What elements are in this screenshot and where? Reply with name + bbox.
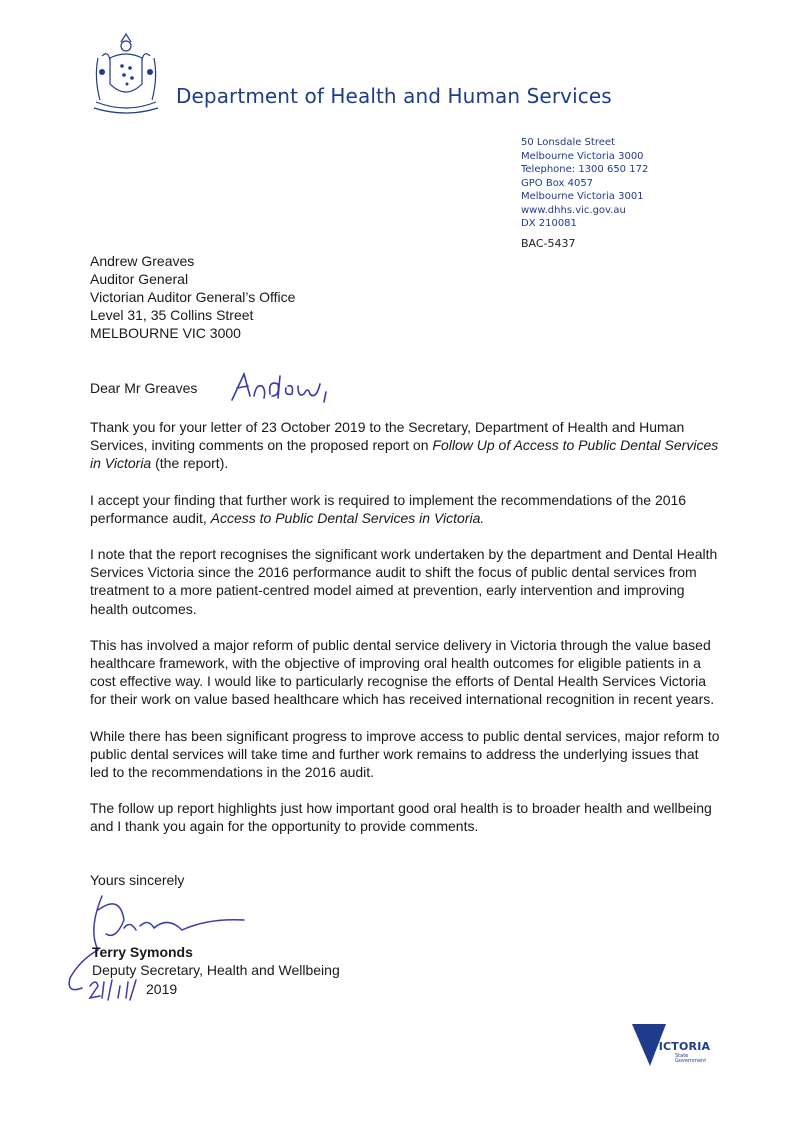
address-line: GPO Box 4057 — [521, 177, 594, 189]
recipient-line: Andrew Greaves — [90, 253, 195, 269]
address-line: www.dhhs.vic.gov.au — [521, 204, 626, 216]
paragraph-text: (the report). — [151, 455, 229, 472]
department-address — [521, 136, 648, 231]
letter-body — [90, 418, 720, 854]
audit-title: Access to Public Dental Services in Victoria. — [210, 509, 485, 526]
department-name: Department of Health and Human Services — [176, 84, 612, 108]
address-line: Melbourne Victoria 3001 — [521, 191, 644, 202]
signer-name: Terry Symonds — [92, 944, 193, 960]
coat-of-arms-logo — [88, 28, 164, 118]
recipient-line: Auditor General — [90, 271, 189, 287]
recipient-line: MELBOURNE VIC 3000 — [90, 325, 241, 341]
report-title: Follow Up of Access to Public Dental Services in Victoria — [90, 437, 719, 472]
signature-date: 2019 — [146, 981, 178, 997]
body-paragraph: I note that the report recognises the significant work undertaken by the department and Dental Health Services Victoria since the 2016 performance audit to shift the focus of public dental services from treatment to a more patient-centred model aimed at prevention, early intervention and improving health outcomes. — [90, 546, 718, 617]
address-line: Melbourne Victoria 3000 — [521, 150, 644, 162]
body-paragraph — [90, 491, 720, 527]
handwritten-date — [86, 976, 150, 1002]
victoria-logo-subtitle — [675, 1054, 706, 1064]
body-paragraph: While there has been significant progress to improve access to public dental services, major reform to public dental services will take time and further work remains to address the underlying issues that led to the recommendations in the 2016 audit. — [90, 727, 720, 781]
body-paragraph: This has involved a major reform of public dental service delivery in Victoria through the value based healthcare framework, with the objective of improving oral health outcomes for eligible patients in a cost effective way. I would like to particularly recognise the efforts of Dental Health Services Victoria for their work on value based healthcare which has received international recognition in recent years. — [90, 636, 715, 708]
paragraph-text: Thank you for your letter of 23 October 2019 to the Secretary, Department of Health and Human Services, inviting comments on the proposed report on — [90, 419, 685, 454]
salutation: Dear Mr Greaves — [90, 380, 198, 396]
signer-title: Deputy Secretary, Health and Wellbeing — [92, 962, 340, 978]
recipient-address — [90, 252, 295, 342]
recipient-line: Level 31, 35 Collins Street — [90, 307, 254, 323]
victoria-logo-word: VICTORIA — [650, 1040, 711, 1053]
body-paragraph — [90, 418, 720, 473]
recipient-line: Victorian Auditor General’s Office — [90, 289, 296, 305]
body-paragraph: The follow up report highlights just how important good oral health is to broader health and wellbeing and I thank you again for the opportunity to provide comments. — [90, 800, 712, 835]
closing: Yours sincerely — [90, 872, 185, 888]
logo-subtitle-line: Government — [675, 1058, 707, 1064]
logo-subtitle-line: State — [675, 1053, 689, 1059]
address-line: Telephone: 1300 650 172 — [521, 164, 649, 175]
address-line: 50 Lonsdale Street — [521, 137, 615, 148]
paragraph-text: I accept your finding that further work is required to implement the recommendations of the 2016 performance audit, — [90, 491, 687, 526]
reference-number: BAC-5437 — [521, 237, 576, 250]
address-line: DX 210081 — [521, 218, 577, 229]
handwritten-salutation — [228, 366, 358, 406]
